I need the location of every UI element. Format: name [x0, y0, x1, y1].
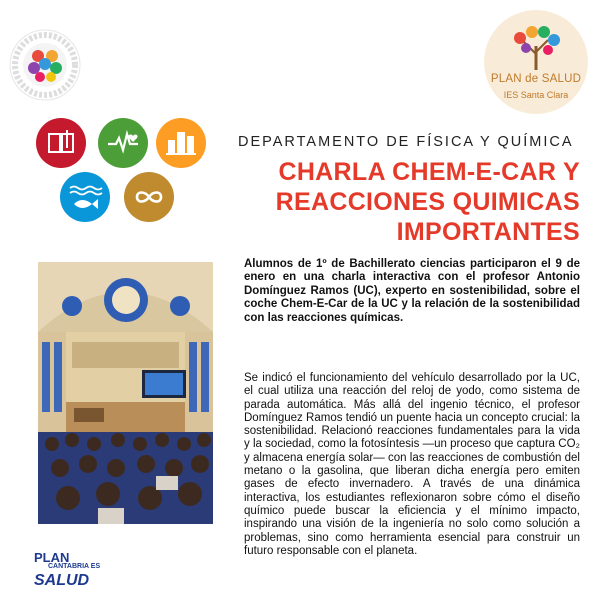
body-paragraph: Se indicó el funcionamiento del vehículo desarrollado por la UC, el cual utiliza una reacción del reloj de yodo, como sistema de parada automática. Más allá del ingenio técnico, el profesor Domínguez Ramos tendió un puente hacia un concepto crucial: la sostenibilidad. Relacionó reacciones fundamentales para la vida y la sociedad, como la fotosíntesis —un proceso que captura CO₂ y almacena energía solar— con las reacciones de combustión del metano o la gasolina, que liberan dicha energía pero emiten gases de efecto invernadero. A través de una dinámica interactiva, los estudiantes reflexionaron sobre cómo el diseño químico puede buscar la eficiencia y el mínimo impacto, inspirando una visión de la ingeniería no solo como solución a problemas, sino como herramienta esencial para construir un futuro responsable con el planeta. — [244, 372, 580, 557]
vida-saludable-logo — [8, 28, 82, 102]
lecture-hall-photo — [38, 262, 213, 524]
cantabria-logo-plan: PLAN — [34, 550, 70, 565]
health-icon — [98, 118, 148, 168]
infinity-icon — [124, 172, 174, 222]
fish-icon — [60, 172, 110, 222]
cities-icon — [156, 118, 206, 168]
plan-cantabria-logo — [30, 548, 118, 592]
cantabria-logo-salud: SALUD — [34, 572, 90, 589]
department-heading: DEPARTAMENTO DE FÍSICA Y QUÍMICA — [238, 134, 574, 150]
plan-badge-subtitle: IES Santa Clara — [503, 90, 569, 100]
education-icon — [36, 118, 86, 168]
title-line-3: IMPORTANTES — [396, 218, 580, 246]
plan-salud-badge — [484, 10, 588, 114]
title-line-1: CHARLA CHEM-E-CAR Y — [278, 158, 580, 186]
page-title — [200, 157, 580, 247]
cantabria-logo-middle: CANTABRIA ES — [48, 563, 101, 570]
plan-badge-title: PLAN de SALUD — [490, 73, 582, 85]
plan-salud-tree-logo — [506, 24, 566, 70]
title-line-2: REACCIONES QUIMICAS — [275, 188, 580, 216]
lead-paragraph: Alumnos de 1º de Bachillerato ciencias participaron el 9 de enero en una charla interactiva con el profesor Antonio Domínguez Ramos (UC), experto en sostenibilidad, sobre el coche Chem-E-Car de la UC y la relación de la sostenibilidad con las reacciones químicas. — [244, 258, 580, 324]
